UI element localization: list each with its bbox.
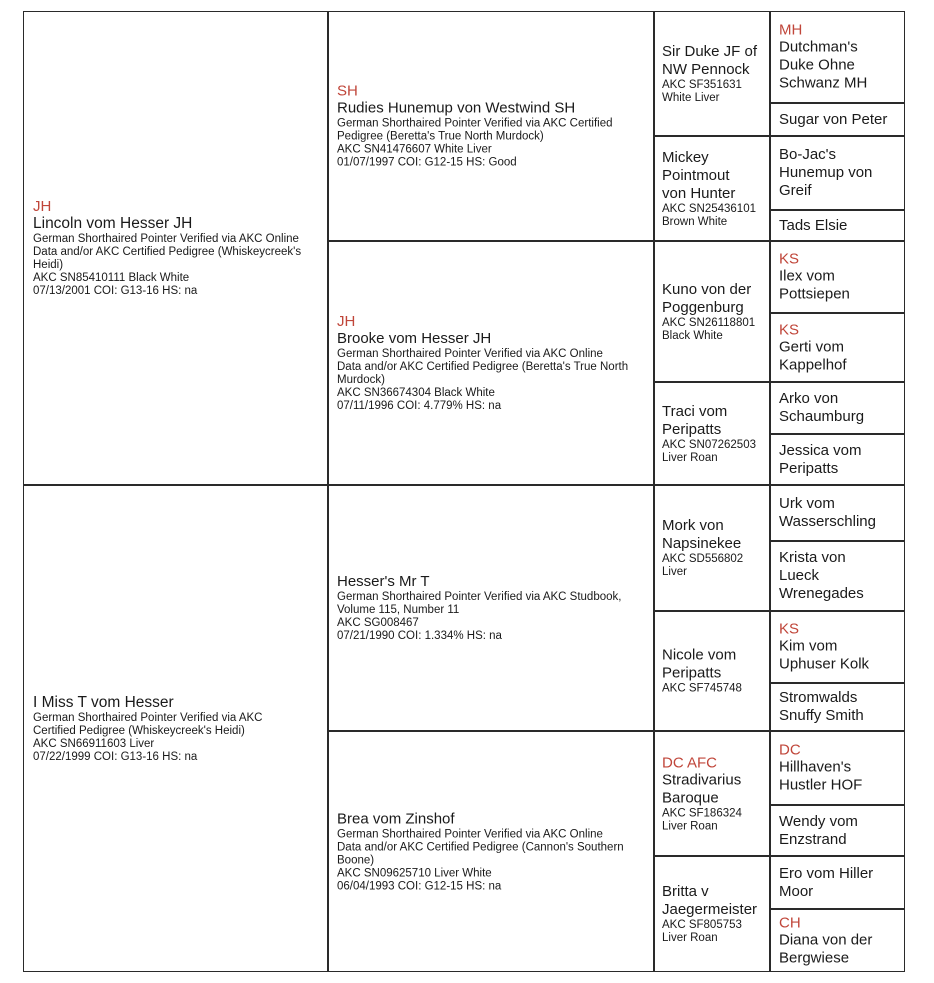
dog-name-line: Stradivarius: [662, 771, 742, 788]
cell-content: [771, 549, 904, 603]
dog-title: DC AFC: [662, 754, 718, 771]
dog-name-line: Arko von: [779, 390, 839, 407]
dog-name-line: Moor: [779, 882, 814, 900]
pedigree-cell-gen3: [654, 241, 770, 382]
dog-name-line: Hunemup von: [779, 164, 873, 181]
pedigree-cell-gen2: [328, 731, 654, 972]
dog-detail-line: White Liver: [662, 91, 720, 104]
dog-title: JH: [33, 198, 52, 215]
pedigree-cell-gen4: [770, 210, 905, 241]
cell-content: [771, 22, 904, 93]
dog-detail-line: Brown White: [662, 215, 728, 228]
dog-name-line: Jessica vom: [779, 441, 862, 459]
dog-detail-line: Heidi): [33, 259, 64, 271]
dog-detail-line: 07/11/1996 COI: 4.779% HS: na: [337, 400, 502, 412]
dog-name-line: Sir Duke JF of: [662, 42, 758, 60]
cell-content: [329, 83, 653, 170]
dog-name-line: Kim vom: [779, 637, 838, 655]
dog-name-line: Uphuser Kolk: [779, 655, 870, 673]
pedigree-cell-gen4: [770, 434, 905, 485]
pedigree-cell-gen2: [328, 11, 654, 241]
dog-name-line: Hillhaven's: [779, 758, 852, 776]
pedigree-cell-gen4: [770, 856, 905, 909]
cell-content: [655, 883, 769, 945]
cell-content: [771, 111, 904, 129]
cell-content: [771, 217, 904, 235]
dog-name-line: Hustler HOF: [779, 776, 863, 794]
dog-detail-line: German Shorthaired Pointer Verified via AKC: [33, 711, 263, 724]
dog-name-line: Bergwiese: [779, 949, 850, 966]
pedigree-cell-gen3: [654, 136, 770, 241]
dog-detail-line: AKC SD556802: [662, 553, 744, 565]
dog-name-line: Jaegermeister: [662, 901, 758, 918]
dog-name-line: Mickey: [662, 148, 709, 166]
dog-detail-line: AKC SN85410111 Black White: [33, 272, 190, 284]
dog-name-line: Wrenegades: [779, 585, 864, 602]
dog-title: KS: [779, 250, 800, 268]
dog-detail-line: Murdock): [337, 374, 385, 386]
pedigree-cell-gen2: [328, 485, 654, 731]
dog-detail-line: AKC SG008467: [337, 617, 419, 629]
dog-detail-line: 06/04/1993 COI: G12-15 HS: na: [337, 880, 502, 892]
dog-detail-line: AKC SN66911603 Liver: [33, 737, 155, 750]
dog-name-line: Bo-Jac's: [779, 146, 837, 163]
dog-detail-line: AKC SN26118801: [662, 316, 756, 329]
pedigree-cell-gen3: [654, 856, 770, 972]
dog-detail-line: German Shorthaired Pointer Verified via AKC Online: [337, 828, 603, 840]
dog-name-line: Tads Elsie: [779, 216, 848, 234]
dog-name-line: Traci vom: [662, 402, 728, 420]
dog-name: I Miss T vom Hesser: [33, 693, 174, 711]
dog-name-line: Enzstrand: [779, 830, 847, 848]
pedigree-cell-gen3: [654, 11, 770, 136]
dog-detail-line: 07/22/1999 COI: G13-16 HS: na: [33, 750, 198, 763]
cell-content: [24, 694, 327, 764]
dog-title: JH: [337, 313, 356, 330]
cell-content: [655, 754, 769, 833]
dog-name-line: NW Pennock: [662, 60, 750, 78]
dog-title: DC: [779, 741, 801, 759]
cell-content: [771, 914, 904, 967]
dog-name: Brea vom Zinshof: [337, 810, 455, 827]
dog-detail-line: AKC SF186324: [662, 807, 742, 819]
cell-content: [771, 813, 904, 849]
dog-name: Rudies Hunemup von Westwind SH: [337, 99, 576, 117]
dog-name-line: Sugar von Peter: [779, 110, 888, 128]
pedigree-cell-gen4: [770, 731, 905, 805]
cell-content: [329, 313, 653, 413]
dog-name-line: Mork von: [662, 517, 724, 534]
pedigree-cell-gen4: [770, 805, 905, 856]
cell-content: [771, 689, 904, 725]
pedigree-cell-gen4: [770, 909, 905, 972]
dog-detail-line: Data and/or AKC Certified Pedigree (Cannon's Southern: [337, 841, 624, 853]
dog-name-line: Diana von der: [779, 931, 873, 948]
pedigree-cell-gen3: [654, 382, 770, 485]
cell-content: [655, 149, 769, 229]
dog-name-line: Ero vom Hiller: [779, 864, 874, 882]
cell-content: [655, 647, 769, 696]
pedigree-cell-gen4: [770, 683, 905, 731]
dog-name-line: Snuffy Smith: [779, 707, 864, 724]
dog-detail-line: Black White: [662, 329, 723, 342]
dog-detail-line: AKC SN07262503: [662, 438, 756, 451]
dog-detail-line: Pedigree (Beretta's True North Murdock): [337, 130, 544, 143]
dog-title: MH: [779, 21, 803, 39]
dog-detail-line: German Shorthaired Pointer Verified via AKC Certified: [337, 117, 613, 130]
pedigree-cell-gen4: [770, 611, 905, 683]
cell-content: [771, 442, 904, 478]
dog-detail-line: 07/21/1990 COI: 1.334% HS: na: [337, 630, 502, 642]
cell-content: [655, 281, 769, 343]
dog-name-line: Kappelhof: [779, 356, 847, 373]
dog-name-line: Kuno von der: [662, 280, 752, 298]
dog-name-line: Peripatts: [662, 420, 722, 438]
dog-name-line: Greif: [779, 182, 812, 199]
dog-name-line: Lueck: [779, 567, 820, 584]
dog-name-line: Schwanz MH: [779, 74, 868, 92]
pedigree-cell-gen3: [654, 731, 770, 856]
cell-content: [655, 517, 769, 579]
dog-detail-line: 01/07/1997 COI: G12-15 HS: Good: [337, 156, 517, 169]
cell-content: [771, 742, 904, 795]
dog-name-line: Gerti vom: [779, 338, 845, 355]
cell-content: [24, 198, 327, 298]
cell-content: [771, 146, 904, 200]
pedigree-cell-gen4: [770, 136, 905, 210]
cell-content: [771, 495, 904, 531]
dog-name-line: Pointmout: [662, 166, 730, 184]
dog-detail-line: AKC SN36674304 Black White: [337, 387, 495, 399]
dog-name-line: von Hunter: [662, 184, 736, 202]
pedigree-cell-gen3: [654, 611, 770, 731]
dog-name-line: Baroque: [662, 789, 719, 806]
dog-name-line: Britta v: [662, 883, 709, 900]
pedigree-cell-gen4: [770, 541, 905, 611]
cell-content: [771, 390, 904, 426]
dog-detail-line: AKC SF805753: [662, 919, 742, 931]
dog-name-line: Nicole vom: [662, 646, 737, 664]
dog-name-line: Krista von: [779, 549, 846, 566]
cell-content: [329, 573, 653, 643]
dog-name-line: Wendy vom: [779, 812, 858, 830]
dog-name-line: Peripatts: [779, 459, 839, 477]
pedigree-cell-gen3: [654, 485, 770, 611]
dog-detail-line: 07/13/2001 COI: G13-16 HS: na: [33, 285, 198, 297]
dog-detail-line: Volume 115, Number 11: [337, 604, 460, 616]
cell-content: [329, 810, 653, 893]
dog-detail-line: Certified Pedigree (Whiskeycreek's Heidi): [33, 724, 245, 737]
dog-detail-line: AKC SN25436101: [662, 202, 756, 215]
pedigree-cell-gen4: [770, 382, 905, 434]
dog-detail-line: Liver Roan: [662, 451, 718, 464]
dog-name-line: Napsinekee: [662, 535, 742, 552]
dog-name-line: Urk vom: [779, 495, 835, 512]
dog-detail-line: German Shorthaired Pointer Verified via AKC Studbook,: [337, 591, 622, 603]
dog-detail-line: AKC SF745748: [662, 682, 742, 695]
dog-name: Hesser's Mr T: [337, 573, 430, 590]
pedigree-cell-gen4: [770, 241, 905, 313]
pedigree-cell-gen4: [770, 485, 905, 541]
pedigree-cell-gen2: [328, 241, 654, 485]
dog-detail-line: Boone): [337, 854, 375, 866]
dog-title: KS: [779, 620, 800, 638]
dog-detail-line: Data and/or AKC Certified Pedigree (Beretta's True North: [337, 361, 629, 373]
pedigree-cell-gen4: [770, 11, 905, 103]
dog-title: CH: [779, 914, 801, 931]
dog-name-line: Dutchman's: [779, 38, 858, 56]
dog-name-line: Pottsiepen: [779, 285, 850, 303]
dog-title: SH: [337, 82, 358, 100]
dog-name-line: Peripatts: [662, 664, 722, 682]
dog-detail-line: German Shorthaired Pointer Verified via AKC Online: [337, 348, 603, 360]
dog-detail-line: German Shorthaired Pointer Verified via AKC Online: [33, 233, 299, 245]
cell-content: [655, 43, 769, 105]
cell-content: [771, 865, 904, 901]
cell-content: [771, 321, 904, 374]
dog-detail-line: AKC SN41476607 White Liver: [337, 143, 492, 156]
dog-detail-line: AKC SF351631: [662, 78, 742, 91]
dog-detail-line: Liver Roan: [662, 820, 718, 832]
dog-detail-line: Liver Roan: [662, 932, 718, 944]
dog-detail-line: Data and/or AKC Certified Pedigree (Whiskeycreek's: [33, 246, 302, 258]
pedigree-cell-gen4: [770, 103, 905, 136]
dog-name-line: Schaumburg: [779, 408, 865, 425]
dog-name-line: Duke Ohne: [779, 56, 855, 74]
cell-content: [771, 621, 904, 674]
dog-name-line: Stromwalds: [779, 689, 858, 706]
dog-name: Lincoln vom Hesser JH: [33, 215, 193, 232]
pedigree-cell-gen1: [23, 485, 328, 972]
cell-content: [655, 403, 769, 465]
dog-name-line: Ilex vom: [779, 267, 835, 285]
dog-title: KS: [779, 321, 800, 338]
pedigree-chart: [23, 11, 907, 983]
dog-name: Brooke vom Hesser JH: [337, 330, 492, 347]
dog-name-line: Wasserschling: [779, 513, 876, 530]
cell-content: [771, 251, 904, 304]
dog-detail-line: Liver: [662, 566, 687, 578]
dog-name-line: Poggenburg: [662, 298, 744, 316]
pedigree-cell-gen1: [23, 11, 328, 485]
pedigree-cell-gen4: [770, 313, 905, 382]
dog-detail-line: AKC SN09625710 Liver White: [337, 867, 492, 879]
